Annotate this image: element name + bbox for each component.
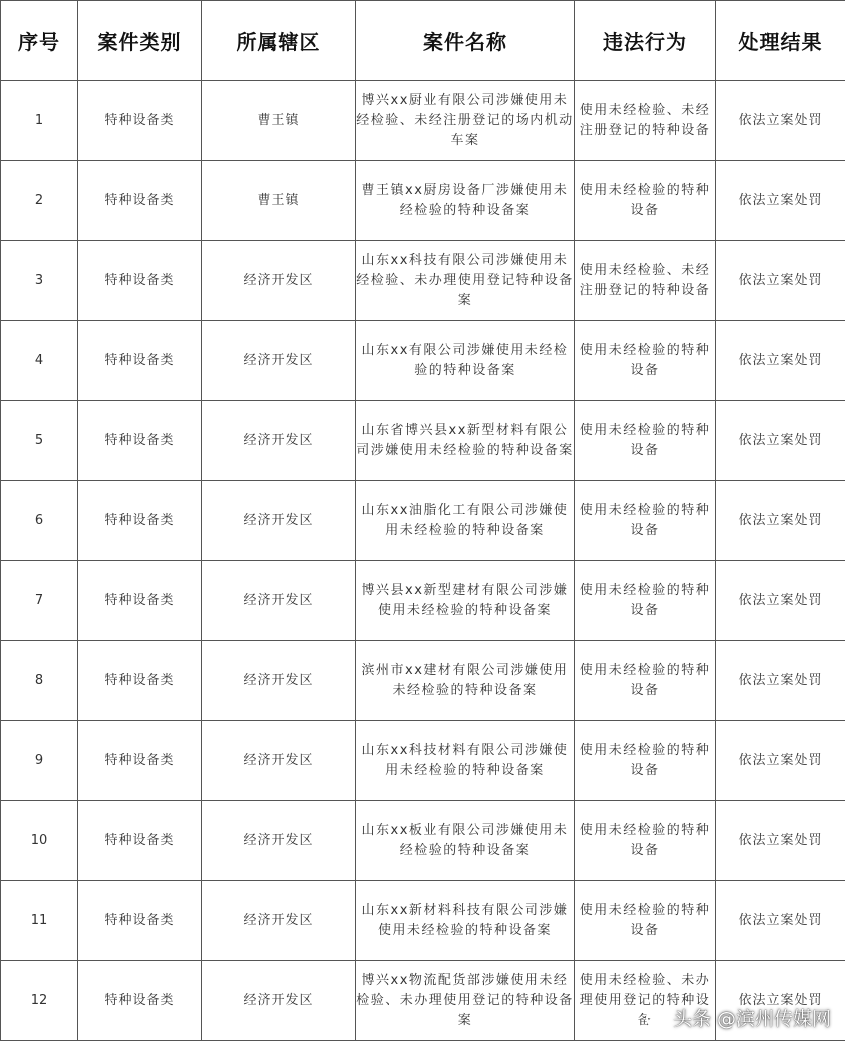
- row-violation: 使用未经检验的特种设备: [575, 481, 716, 561]
- table-row: [1, 801, 845, 881]
- header-district: 所属辖区: [202, 1, 356, 81]
- row-violation: 使用未经检验的特种设备: [575, 641, 716, 721]
- row-violation: 使用未经检验的特种设备: [575, 801, 716, 881]
- row-category: 特种设备类: [78, 321, 202, 401]
- row-violation: 使用未经检验的特种设备: [575, 161, 716, 241]
- row-case-name: 博兴xx物流配货部涉嫌使用未经检验、未办理使用登记的特种设备案: [356, 961, 575, 1041]
- row-seq: 7: [1, 561, 78, 641]
- header-row: [1, 1, 845, 81]
- row-case-name: 山东xx有限公司涉嫌使用未经检验的特种设备案: [356, 321, 575, 401]
- row-district: 经济开发区: [202, 961, 356, 1041]
- row-violation: 使用未经检验的特种设备: [575, 401, 716, 481]
- row-seq: 9: [1, 721, 78, 801]
- row-seq: 4: [1, 321, 78, 401]
- row-violation: 使用未经检验、未经注册登记的特种设备: [575, 81, 716, 161]
- row-result: 依法立案处罚: [716, 401, 845, 481]
- row-category: 特种设备类: [78, 881, 202, 961]
- row-district: 经济开发区: [202, 801, 356, 881]
- row-result: 依法立案处罚: [716, 561, 845, 641]
- row-district: 经济开发区: [202, 401, 356, 481]
- row-category: 特种设备类: [78, 721, 202, 801]
- row-district: 经济开发区: [202, 321, 356, 401]
- row-case-name: 博兴县xx新型建材有限公司涉嫌使用未经检验的特种设备案: [356, 561, 575, 641]
- row-seq: 11: [1, 881, 78, 961]
- row-category: 特种设备类: [78, 161, 202, 241]
- table-row: [1, 641, 845, 721]
- row-seq: 5: [1, 401, 78, 481]
- row-case-name: 滨州市xx建材有限公司涉嫌使用未经检验的特种设备案: [356, 641, 575, 721]
- row-category: 特种设备类: [78, 81, 202, 161]
- row-seq: 1: [1, 81, 78, 161]
- table-row: [1, 721, 845, 801]
- row-district: 曹王镇: [202, 161, 356, 241]
- toutiao-icon: [645, 1007, 667, 1029]
- row-result: 依法立案处罚: [716, 481, 845, 561]
- row-category: 特种设备类: [78, 801, 202, 881]
- row-seq: 3: [1, 241, 78, 321]
- row-case-name: 山东xx油脂化工有限公司涉嫌使用未经检验的特种设备案: [356, 481, 575, 561]
- table-row: [1, 561, 845, 641]
- table-row: [1, 81, 845, 161]
- row-district: 经济开发区: [202, 241, 356, 321]
- row-case-name: 山东xx板业有限公司涉嫌使用未经检验的特种设备案: [356, 801, 575, 881]
- row-district: 经济开发区: [202, 881, 356, 961]
- row-case-name: 博兴xx厨业有限公司涉嫌使用未经检验、未经注册登记的场内机动车案: [356, 81, 575, 161]
- row-district: 经济开发区: [202, 721, 356, 801]
- row-category: 特种设备类: [78, 641, 202, 721]
- row-violation: 使用未经检验的特种设备: [575, 321, 716, 401]
- row-category: 特种设备类: [78, 401, 202, 481]
- table-row: [1, 481, 845, 561]
- row-seq: 10: [1, 801, 78, 881]
- row-violation: 使用未经检验、未办理使用登记的特种设备: [575, 961, 716, 1041]
- row-district: 经济开发区: [202, 561, 356, 641]
- header-violation: 违法行为: [575, 1, 716, 81]
- row-result: 依法立案处罚: [716, 961, 845, 1041]
- row-seq: 2: [1, 161, 78, 241]
- row-category: 特种设备类: [78, 481, 202, 561]
- table-row: [1, 241, 845, 321]
- row-district: 经济开发区: [202, 641, 356, 721]
- row-result: 依法立案处罚: [716, 801, 845, 881]
- row-category: 特种设备类: [78, 561, 202, 641]
- table-row: [1, 321, 845, 401]
- row-violation: 使用未经检验的特种设备: [575, 881, 716, 961]
- row-district: 曹王镇: [202, 81, 356, 161]
- row-violation: 使用未经检验的特种设备: [575, 561, 716, 641]
- row-result: 依法立案处罚: [716, 641, 845, 721]
- table-body: [1, 81, 845, 1041]
- row-district: 经济开发区: [202, 481, 356, 561]
- row-category: 特种设备类: [78, 961, 202, 1041]
- header-category: 案件类别: [78, 1, 202, 81]
- row-case-name: 山东xx新材料科技有限公司涉嫌使用未经检验的特种设备案: [356, 881, 575, 961]
- row-result: 依法立案处罚: [716, 161, 845, 241]
- row-result: 依法立案处罚: [716, 321, 845, 401]
- row-result: 依法立案处罚: [716, 241, 845, 321]
- row-violation: 使用未经检验的特种设备: [575, 721, 716, 801]
- row-seq: 6: [1, 481, 78, 561]
- row-result: 依法立案处罚: [716, 721, 845, 801]
- row-violation: 使用未经检验、未经注册登记的特种设备: [575, 241, 716, 321]
- table-row: [1, 401, 845, 481]
- row-seq: 8: [1, 641, 78, 721]
- row-case-name: 山东省博兴县xx新型材料有限公司涉嫌使用未经检验的特种设备案: [356, 401, 575, 481]
- watermark: [645, 1004, 831, 1031]
- row-case-name: 曹王镇xx厨房设备厂涉嫌使用未经检验的特种设备案: [356, 161, 575, 241]
- table-row: [1, 881, 845, 961]
- row-category: 特种设备类: [78, 241, 202, 321]
- watermark-text: 头条 @滨州传媒网: [672, 1008, 831, 1030]
- row-case-name: 山东xx科技材料有限公司涉嫌使用未经检验的特种设备案: [356, 721, 575, 801]
- row-result: 依法立案处罚: [716, 81, 845, 161]
- row-case-name: 山东xx科技有限公司涉嫌使用未经检验、未办理使用登记特种设备案: [356, 241, 575, 321]
- row-seq: 12: [1, 961, 78, 1041]
- table-row: [1, 161, 845, 241]
- header-result: 处理结果: [716, 1, 845, 81]
- header-case-name: 案件名称: [356, 1, 575, 81]
- row-result: 依法立案处罚: [716, 881, 845, 961]
- header-seq: 序号: [1, 1, 78, 81]
